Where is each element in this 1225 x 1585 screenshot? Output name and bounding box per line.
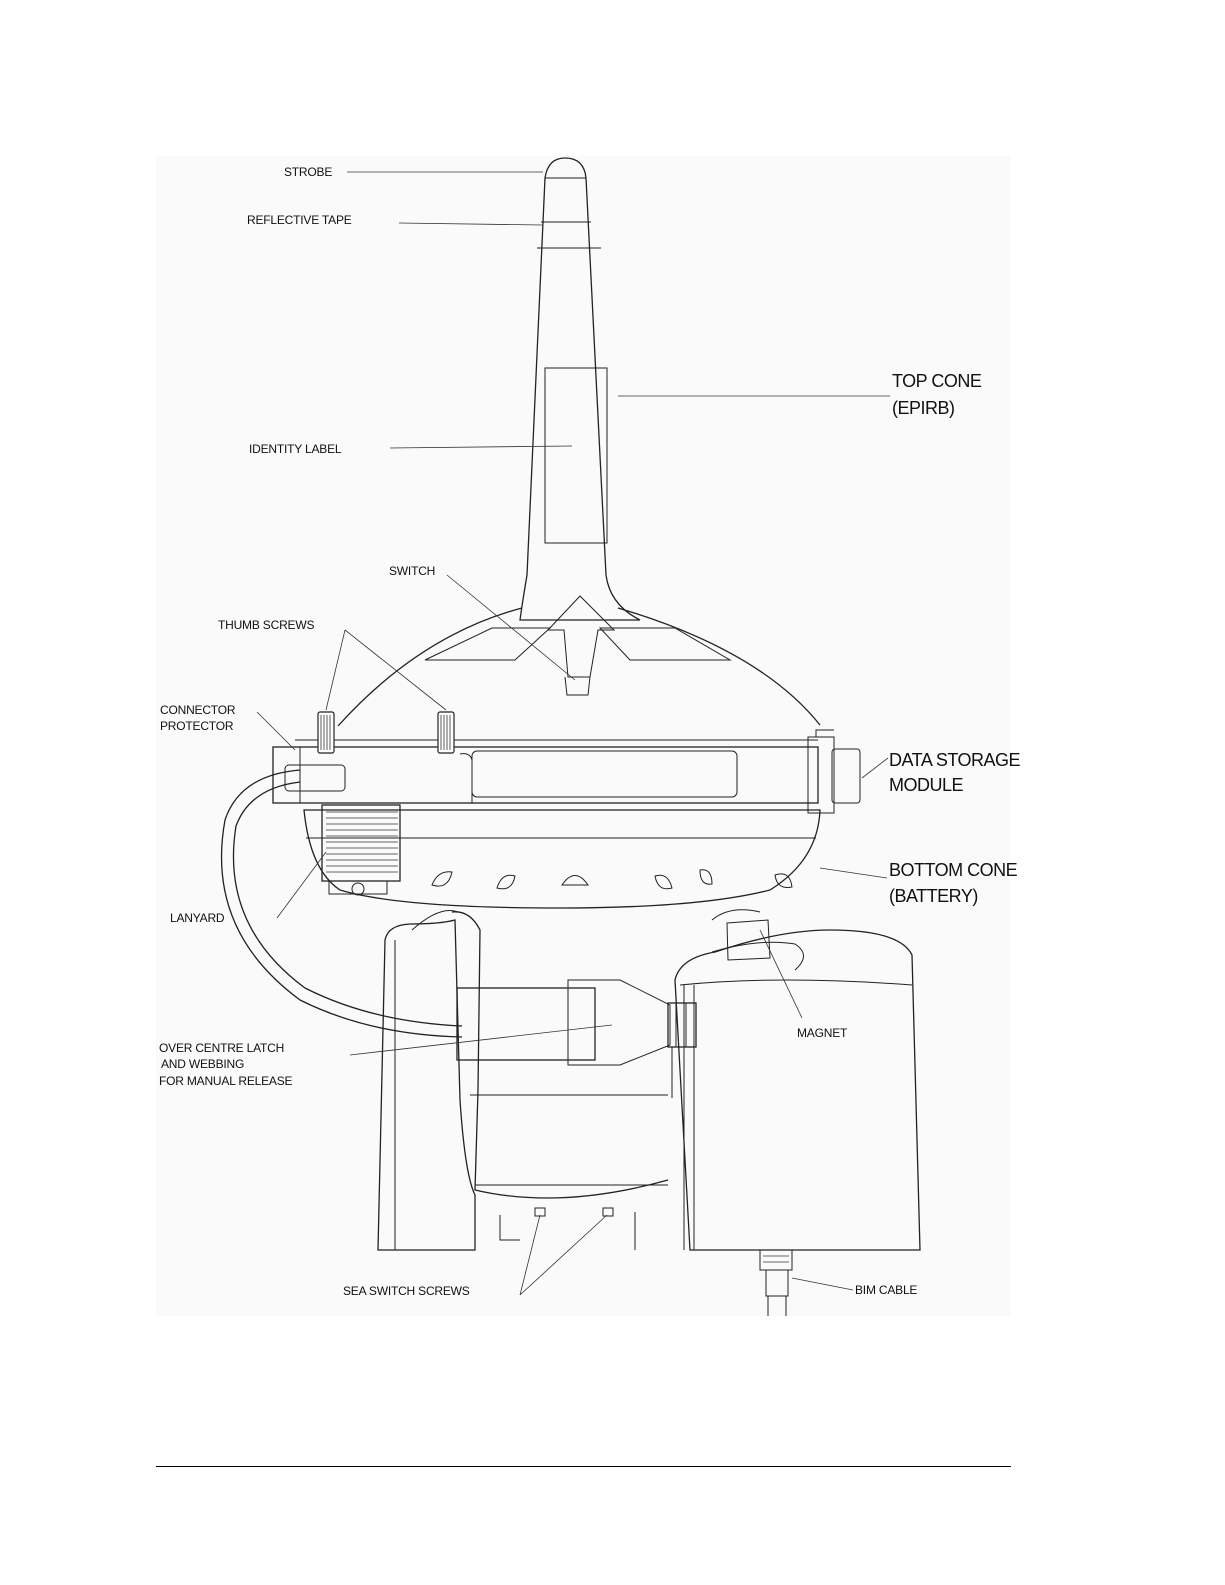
label-switch: SWITCH [389, 564, 436, 578]
identity-label-area [545, 368, 607, 543]
footer-rule [156, 1466, 1011, 1467]
label-reflective-tape: REFLECTIVE TAPE [247, 213, 352, 227]
label-sea-switch-screws: SEA SWITCH SCREWS [343, 1284, 470, 1298]
label-connector-protector-line2: PROTECTOR [160, 719, 234, 733]
bottom-cone [304, 810, 820, 908]
release-bracket [378, 910, 920, 1316]
latch-body [457, 988, 595, 1060]
collar [273, 712, 860, 813]
thumb-screw-right [438, 712, 454, 753]
label-latch-line2: AND WEBBING [161, 1057, 245, 1071]
label-thumb-screws: THUMB SCREWS [218, 618, 315, 632]
thumb-screw-left [318, 712, 334, 753]
lanyard-spool [322, 805, 400, 895]
label-top-cone-line2: (EPIRB) [892, 398, 955, 418]
dome [338, 596, 820, 726]
label-top-cone-line1: TOP CONE [892, 371, 982, 391]
label-latch-line1: OVER CENTRE LATCH [159, 1041, 285, 1055]
label-data-storage-line2: MODULE [889, 775, 964, 795]
label-identity-label: IDENTITY LABEL [249, 442, 342, 456]
label-bottom-cone-line1: BOTTOM CONE [889, 860, 1018, 880]
cable [222, 765, 462, 1037]
label-lanyard: LANYARD [170, 911, 225, 925]
label-strobe: STROBE [284, 165, 333, 179]
label-bim-cable: BIM CABLE [855, 1283, 918, 1297]
label-magnet: MAGNET [797, 1026, 848, 1040]
label-data-storage-line1: DATA STORAGE [889, 750, 1021, 770]
label-latch-line3: FOR MANUAL RELEASE [159, 1074, 293, 1088]
top-cone [520, 158, 640, 620]
label-bottom-cone-line2: (BATTERY) [889, 886, 978, 906]
leader-lines [257, 172, 890, 1295]
label-connector-protector-line1: CONNECTOR [160, 703, 236, 717]
